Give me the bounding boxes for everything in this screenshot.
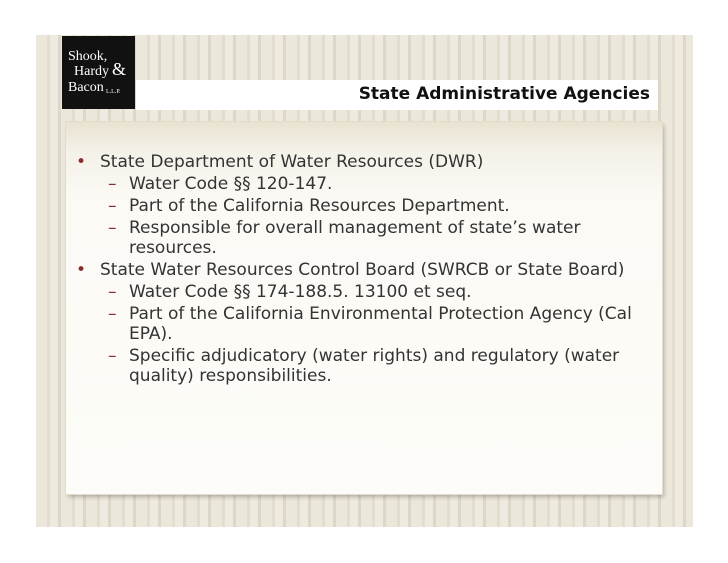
sub-bullet xyxy=(74,304,654,344)
sub-bullet xyxy=(74,346,654,386)
bullet-text: State Department of Water Resources (DWR) xyxy=(100,152,484,172)
sub-bullet-text: Responsible for overall management of state’s water resources. xyxy=(129,218,581,258)
bullet-mark: • xyxy=(76,260,87,280)
sub-bullet-text: Water Code §§ 174-188.5. 13100 et seq. xyxy=(129,282,472,302)
bullet-text: State Water Resources Control Board (SWRCB or State Board) xyxy=(100,260,625,280)
sub-bullet-text: Water Code §§ 120-147. xyxy=(129,174,333,194)
sub-bullet xyxy=(74,282,654,302)
dash-mark: – xyxy=(108,346,117,366)
logo-suffix: L.L.P. xyxy=(106,89,121,95)
bullet-swrcb xyxy=(74,260,654,280)
logo-line-2: Hardy xyxy=(74,64,109,79)
logo-ampersand: & xyxy=(112,59,127,79)
bullet-list xyxy=(74,152,654,388)
content-panel xyxy=(66,122,662,494)
logo-line-1: Shook, xyxy=(68,49,108,64)
firm-logo xyxy=(62,36,135,109)
dash-mark: – xyxy=(108,174,117,194)
sub-bullet-text: Part of the California Environmental Protection Agency (Cal EPA). xyxy=(129,304,632,344)
title-bar xyxy=(136,80,658,110)
dash-mark: – xyxy=(108,282,117,302)
sub-bullet xyxy=(74,174,654,194)
logo-line-3: Bacon xyxy=(68,80,104,95)
sub-bullet-text: Specific adjudicatory (water rights) and regulatory (water quality) responsibilities. xyxy=(129,346,620,386)
bullet-dwr xyxy=(74,152,654,172)
dash-mark: – xyxy=(108,196,117,216)
sub-bullet xyxy=(74,218,654,258)
sub-bullet-text: Part of the California Resources Department. xyxy=(129,196,510,216)
bullet-mark: • xyxy=(76,152,87,172)
slide-title: State Administrative Agencies xyxy=(358,84,650,104)
dash-mark: – xyxy=(108,304,117,324)
sub-bullet xyxy=(74,196,654,216)
dash-mark: – xyxy=(108,218,117,238)
